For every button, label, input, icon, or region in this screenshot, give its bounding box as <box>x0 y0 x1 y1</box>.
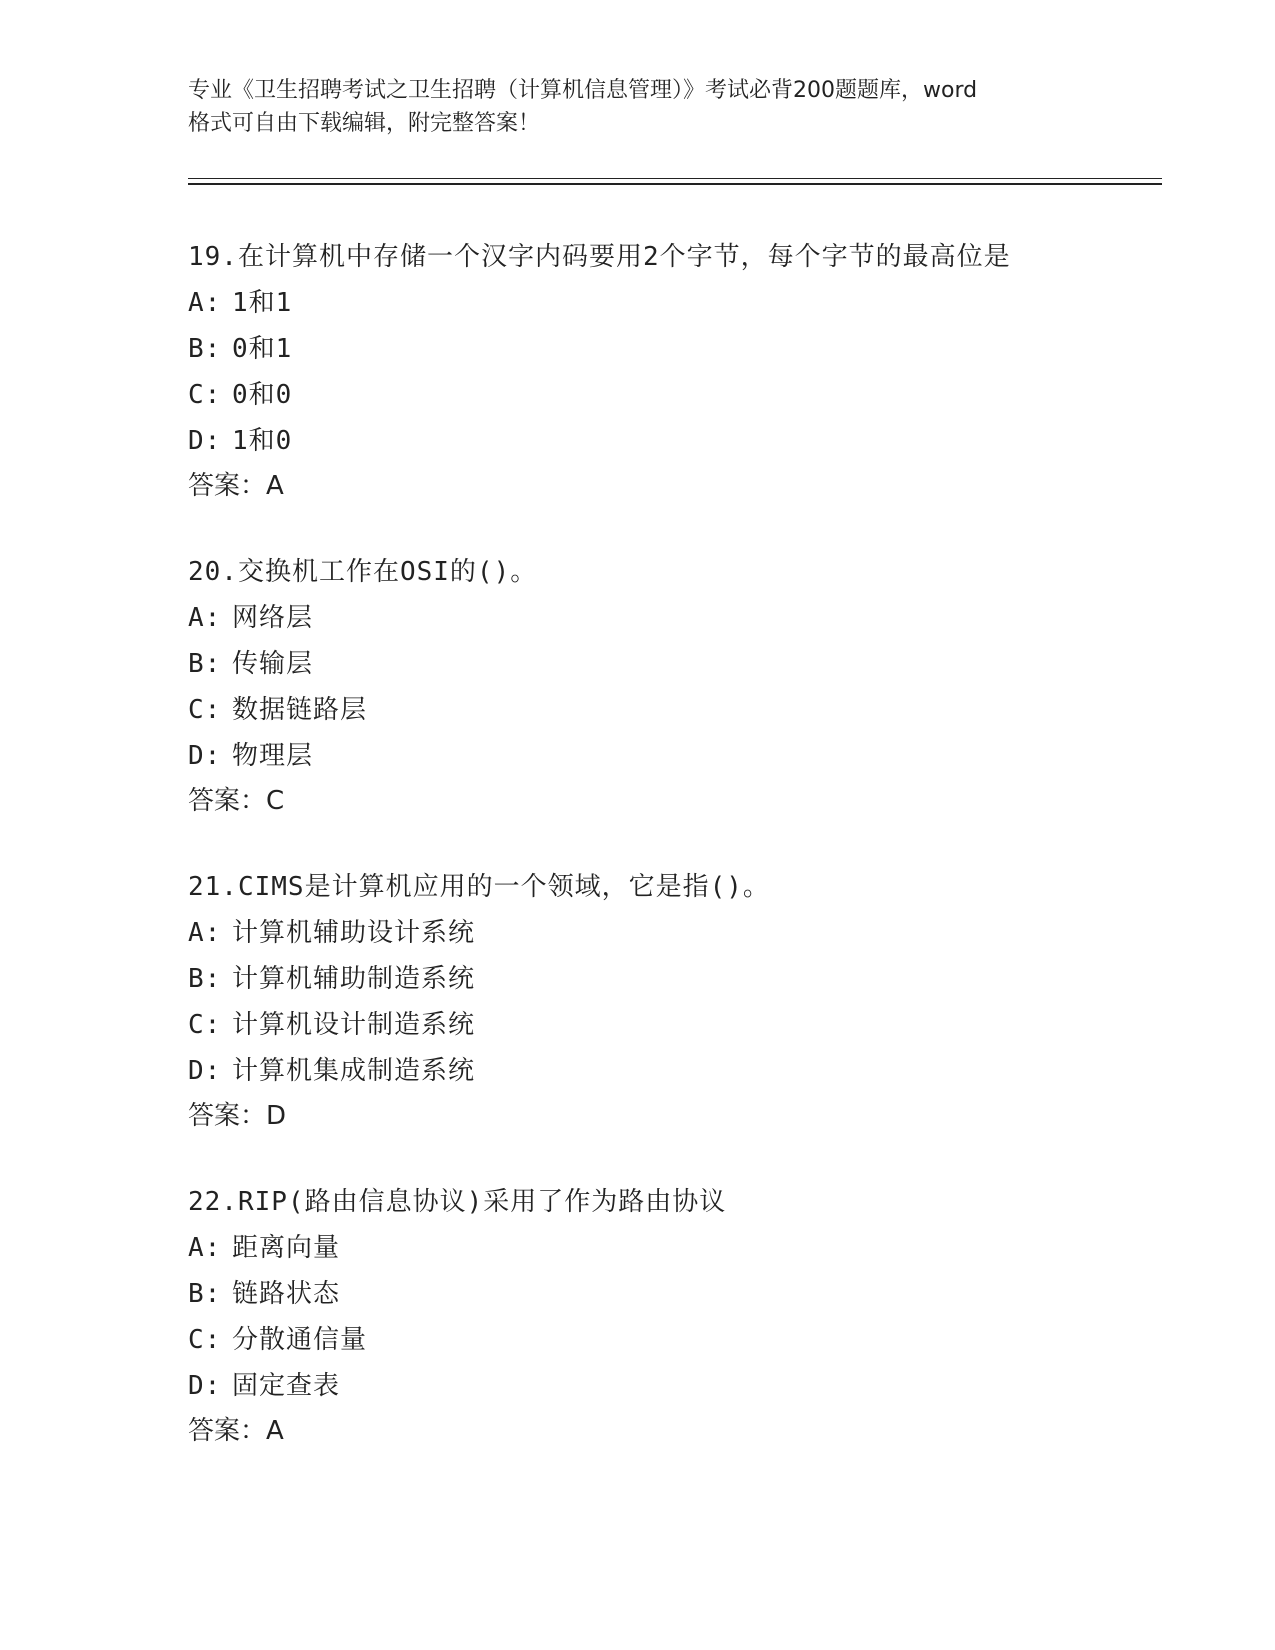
option-text: 距离向量 <box>232 1233 341 1263</box>
option-d <box>188 733 1168 779</box>
option-letter: B: <box>188 1279 222 1309</box>
question-text: 19.在计算机中存储一个汉字内码要用2个字节，每个字节的最高位是 <box>188 242 1011 272</box>
header-divider-thick <box>188 183 1162 185</box>
option-letter: A: <box>188 918 222 948</box>
question-19 <box>188 234 1168 508</box>
option-letter: D: <box>188 426 222 456</box>
header-line-1: 专业《卫生招聘考试之卫生招聘（计算机信息管理）》考试必背200题题库，word <box>188 78 978 103</box>
option-text: 计算机辅助制造系统 <box>232 964 476 994</box>
header-line-2: 格式可自由下载编辑，附完整答案！ <box>188 111 541 136</box>
question-20 <box>188 549 1168 823</box>
option-letter: B: <box>188 334 222 364</box>
option-a <box>188 280 1168 326</box>
option-text: 计算机集成制造系统 <box>232 1056 476 1086</box>
option-b <box>188 326 1168 372</box>
option-d <box>188 1363 1168 1409</box>
option-text: 1和0 <box>232 426 293 456</box>
question-21 <box>188 864 1168 1138</box>
option-a <box>188 910 1168 956</box>
option-b <box>188 956 1168 1002</box>
option-c <box>188 372 1168 418</box>
option-b <box>188 1271 1168 1317</box>
option-letter: A: <box>188 288 222 318</box>
option-a <box>188 595 1168 641</box>
option-c <box>188 687 1168 733</box>
option-letter: A: <box>188 603 222 633</box>
question-22 <box>188 1179 1168 1453</box>
option-c <box>188 1317 1168 1363</box>
option-text: 1和1 <box>232 288 293 318</box>
document-header <box>188 74 1108 140</box>
header-divider-thin <box>188 178 1162 179</box>
option-text: 网络层 <box>232 603 314 633</box>
option-letter: C: <box>188 1010 222 1040</box>
option-letter: B: <box>188 964 222 994</box>
option-text: 数据链路层 <box>232 695 368 725</box>
option-text: 计算机辅助设计系统 <box>232 918 476 948</box>
question-text: 21.CIMS是计算机应用的一个领域，它是指()。 <box>188 872 770 902</box>
answer: 答案：D <box>188 1101 287 1131</box>
option-text: 分散通信量 <box>232 1325 368 1355</box>
option-text: 0和1 <box>232 334 293 364</box>
option-letter: C: <box>188 695 222 725</box>
option-b <box>188 641 1168 687</box>
option-d <box>188 418 1168 464</box>
option-c <box>188 1002 1168 1048</box>
option-letter: C: <box>188 1325 222 1355</box>
option-text: 传输层 <box>232 649 314 679</box>
option-text: 0和0 <box>232 380 293 410</box>
option-text: 物理层 <box>232 741 314 771</box>
option-text: 计算机设计制造系统 <box>232 1010 476 1040</box>
option-text: 固定查表 <box>232 1371 341 1401</box>
option-letter: D: <box>188 1056 222 1086</box>
option-letter: C: <box>188 380 222 410</box>
option-letter: D: <box>188 741 222 771</box>
answer: 答案：C <box>188 786 285 816</box>
option-letter: B: <box>188 649 222 679</box>
question-list <box>188 234 1168 1494</box>
option-letter: D: <box>188 1371 222 1401</box>
question-text: 20.交换机工作在OSI的()。 <box>188 557 538 587</box>
option-d <box>188 1048 1168 1094</box>
question-text: 22.RIP(路由信息协议)采用了作为路由协议 <box>188 1187 727 1217</box>
answer: 答案：A <box>188 1416 284 1446</box>
option-a <box>188 1225 1168 1271</box>
option-text: 链路状态 <box>232 1279 341 1309</box>
option-letter: A: <box>188 1233 222 1263</box>
answer: 答案：A <box>188 471 284 501</box>
